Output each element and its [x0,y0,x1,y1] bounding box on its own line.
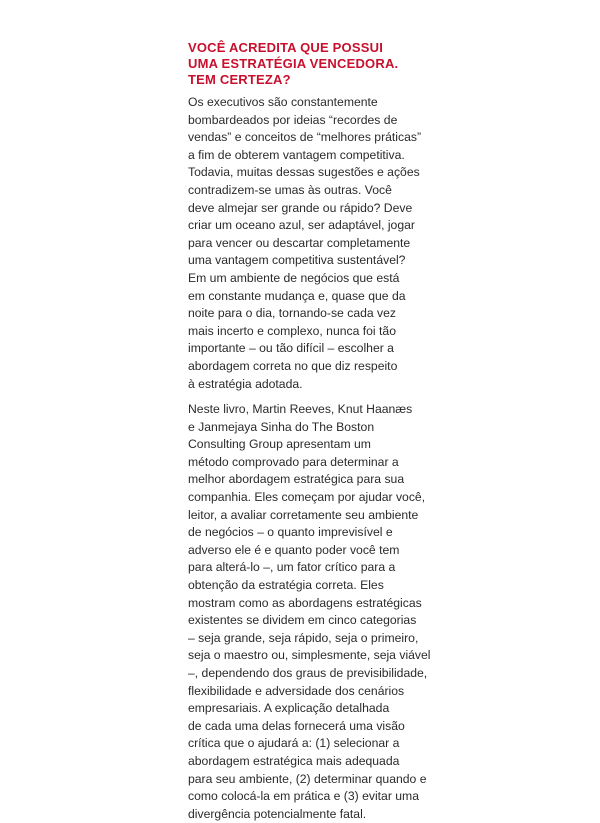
text-line: importante – ou tão difícil – escolher a [188,341,394,356]
text-line: mostram como as abordagens estratégicas [188,595,422,610]
text-line: crítica que o ajudará a: (1) selecionar a [188,736,400,751]
paragraph-book-summary [188,401,431,823]
text-line: companhia. Eles começam por ajudar você, [188,490,426,505]
text-line: vendas” e conceitos de “melhores práticas” [188,130,422,145]
text-line: de cada uma delas fornecerá uma visão [188,718,405,733]
flap-text-column [188,40,431,823]
text-line: melhor abordagem estratégica para sua [188,472,405,487]
text-line: contradizem-se umas às outras. Você [188,182,392,197]
text-line: Neste livro, Martin Reeves, Knut Haanæs [188,402,413,417]
text-line: existentes se dividem em cinco categorias [188,613,417,628]
text-line: Consulting Group apresentam um [188,437,371,452]
text-line: Em um ambiente de negócios que está [188,270,400,285]
text-line: criar um oceano azul, ser adaptável, jogar [188,218,415,233]
text-line: para vencer ou descartar completamente [188,235,411,250]
heading-line: TEM CERTEZA? [188,72,291,87]
text-line: e Janmejaya Sinha do The Boston [188,419,375,434]
text-line: adverso ele é e quanto poder você tem [188,542,400,557]
heading-line: VOCÊ ACREDITA QUE POSSUI [188,40,384,55]
text-line: deve almejar ser grande ou rápido? Deve [188,200,413,215]
text-line: à estratégia adotada. [188,376,303,391]
text-line: divergência potencialmente fatal. [188,806,367,821]
text-line: Todavia, muitas dessas sugestões e ações [188,165,420,180]
text-line: como colocá-la em prática e (3) evitar uma [188,789,419,804]
text-line: para alterá-lo –, um fator crítico para a [188,560,396,575]
text-line: empresariais. A explicação detalhada [188,701,390,716]
text-line: Os executivos são constantemente [188,95,378,109]
text-line: método comprovado para determinar a [188,454,399,469]
text-line: –, dependendo dos graus de previsibilidade, [188,666,428,680]
text-line: mais incerto e complexo, nunca foi tão [188,323,396,338]
text-line: leitor, a avaliar corretamente seu ambiente [188,507,419,522]
heading [188,40,418,88]
text-line: uma vantagem competitiva sustentável? [188,253,406,268]
text-line: bombardeados por ideias “recordes de [188,112,398,127]
text-line: abordagem correta no que diz respeito [188,358,398,373]
text-line: obtenção da estratégia correta. Eles [188,578,384,593]
text-line: a fim de obterem vantagem competitiva. [188,147,405,162]
text-line: em constante mudança e, quase que da [188,288,406,303]
heading-line: UMA ESTRATÉGIA VENCEDORA. [188,56,399,71]
text-line: flexibilidade e adversidade dos cenários [188,683,405,698]
text-line: para seu ambiente, (2) determinar quando e [188,771,427,786]
text-line: – seja grande, seja rápido, seja o primeiro, [188,630,419,645]
text-line: abordagem estratégica mais adequada [188,753,400,768]
text-line: noite para o dia, tornando-se cada vez [188,306,397,321]
text-line: de negócios – o quanto imprevisível e [188,525,393,540]
text-line: seja o maestro ou, simplesmente, seja viável [188,648,431,663]
paragraph-intro [188,94,422,393]
